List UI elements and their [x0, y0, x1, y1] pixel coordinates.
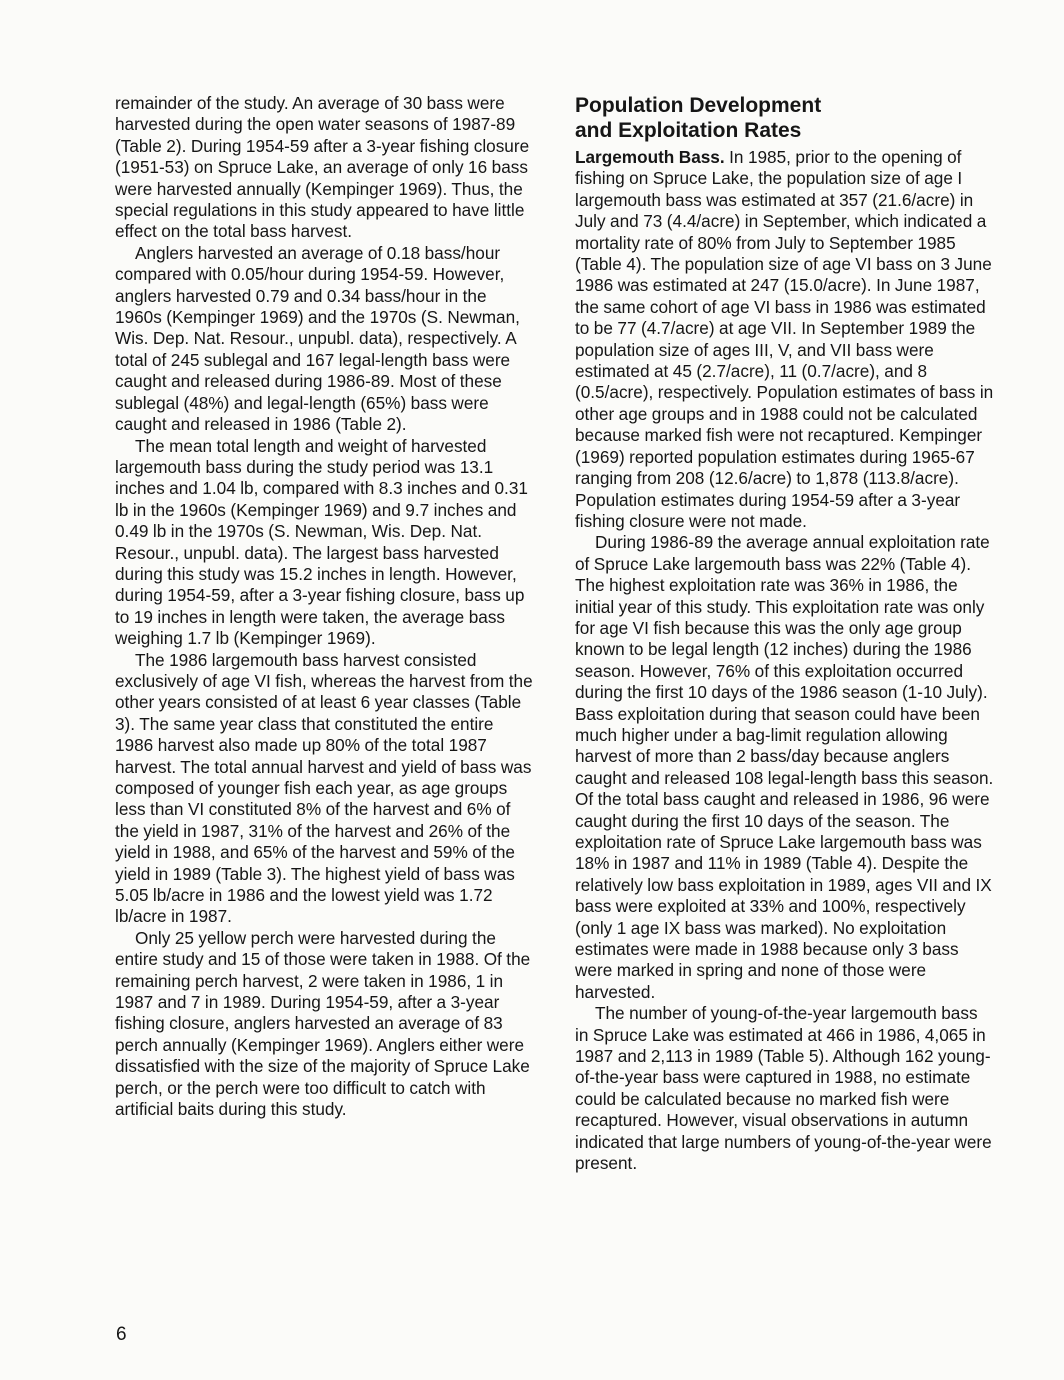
right-column	[575, 93, 995, 1175]
body-paragraph: The number of young-of-the-year largemouth bass in Spruce Lake was estimated at 466 in 1986, 4,065 in 1987 and 2,113 in 1989 (Table 5). Although 162 young-of-the-year bass were captured in 1988, no estimate could be calculated because no marked fish were recaptured. However, visual observations in autumn indicated that large numbers of young-of-the-year were present.	[575, 1003, 992, 1174]
body-paragraph: Only 25 yellow perch were harvested during the entire study and 15 of those were taken in 1988. Of the remaining perch harvest, 2 were taken in 1986, 1 in 1987 and 7 in 1989. During 1954-59, after a 3-year fishing closure, anglers harvested an average of 83 perch annually (Kempinger 1969). Anglers either were dissatisfied with the size of the majority of Spruce Lake perch, or the perch were too difficult to catch with artificial baits during this study.	[115, 927, 531, 1120]
paragraph-text: In 1985, prior to the opening of fishing on Spruce Lake, the population size of age I largemouth bass was estimated at 357 (21.6/acre) in July and 73 (4.4/acre) in September, which indicated a mortality rate of 80% from July to September 1985 (Table 4). The population size of age VI bass on 3 June 1986 was estimated at 247 (15.0/acre). In June 1987, the same cohort of age VI bass in 1986 was estimated to be 77 (4.7/acre) at age VII. In September 1989 the population size of ages III, V, and VII bass were estimated at 45 (2.7/acre), 11 (0.7/acre), and 8 (0.5/acre), respectively. Population estimates of bass in other age groups and in 1988 could not be calculated because marked fish were not recaptured. Kempinger (1969) reported population estimates during 1965-67 ranging from 208 (12.6/acre) to 1,878 (113.8/acre). Population estimates during 1954-59 after a 3-year fishing closure were not made.	[575, 147, 994, 531]
left-column	[115, 93, 533, 1121]
body-paragraph: Anglers harvested an average of 0.18 bass/hour compared with 0.05/hour during 1954-59. However, anglers harvested 0.79 and 0.34 bass/hour in the 1960s (Kempinger 1969) and the 1970s (S. Newman, Wis. Dep. Nat. Resour., unpubl. data), respectively. A total of 245 sublegal and 167 legal-length bass were caught and released during 1986-89. Most of these sublegal (48%) and legal-length (65%) bass were caught and released in 1986 (Table 2).	[115, 242, 520, 435]
section-heading-line-1: Population Development	[575, 94, 822, 117]
section-heading-line-2: and Exploitation Rates	[575, 119, 802, 142]
page-number: 6	[116, 1324, 127, 1345]
body-paragraph: remainder of the study. An average of 30 bass were harvested during the open water seasons of 1987-89 (Table 2). During 1954-59 after a 3-year fishing closure (1951-53) on Spruce Lake, an average of only 16 bass were harvested annually (Kempinger 1969). Thus, the special regulations in this study appeared to have little effect on the total bass harvest.	[115, 93, 530, 242]
body-paragraph: The mean total length and weight of harvested largemouth bass during the study period was 13.1 inches and 1.04 lb, compared with 8.3 inches and 0.31 lb in the 1960s (Kempinger 1969) and 9.7 inches and 0.49 lb in the 1970s (S. Newman, Wis. Dep. Nat. Resour., unpubl. data). The largest bass harvested during this study was 15.2 inches in length. However, during 1954-59, after a 3-year fishing closure, bass up to 19 inches in length were taken, the average bass weighing 1.7 lb (Kempinger 1969).	[115, 435, 528, 649]
section-heading	[575, 93, 995, 143]
body-paragraph: During 1986-89 the average annual exploitation rate of Spruce Lake largemouth bass was 22% (Table 4). The highest exploitation rate was 36% in 1986, the initial year of this study. This exploitation rate was only for age VI fish because this was the only age group known to be legal length (12 inches) during the 1986 season. However, 76% of this exploitation occurred during the first 10 days of the 1986 season (1-10 July). Bass exploitation during that season could have been much higher under a bag-limit regulation allowing harvest of more than 2 bass/day because anglers caught and released 108 legal-length bass this season. Of the total bass caught and released in 1986, 96 were caught during the first 10 days of the season. The exploitation rate of Spruce Lake largemouth bass was 18% in 1987 and 11% in 1989 (Table 4). Despite the relatively low bass exploitation in 1989, ages VII and IX bass were exploited at 33% and 100%, respectively (only 1 age IX bass was marked). No exploitation estimates were made in 1988 because only 3 bass were marked in spring and none of those were harvested.	[575, 532, 994, 1002]
body-paragraph	[575, 147, 995, 532]
body-paragraph: The 1986 largemouth bass harvest consisted exclusively of age VI fish, whereas the harvest from the other years consisted of at least 6 year classes (Table 3). The same year class that constituted the entire 1986 harvest also made up 80% of the total 1987 harvest. The total annual harvest and yield of bass was composed of younger fish each year, as age groups less than VI constituted 8% of the harvest and 6% of the yield in 1987, 31% of the harvest and 26% of the yield in 1988, and 65% of the harvest and 59% of the yield in 1989 (Table 3). The highest yield of bass was 5.05 lb/acre in 1986 and the lowest yield was 1.72 lb/acre in 1987.	[115, 649, 533, 927]
runin-subheading: Largemouth Bass.	[575, 147, 725, 167]
